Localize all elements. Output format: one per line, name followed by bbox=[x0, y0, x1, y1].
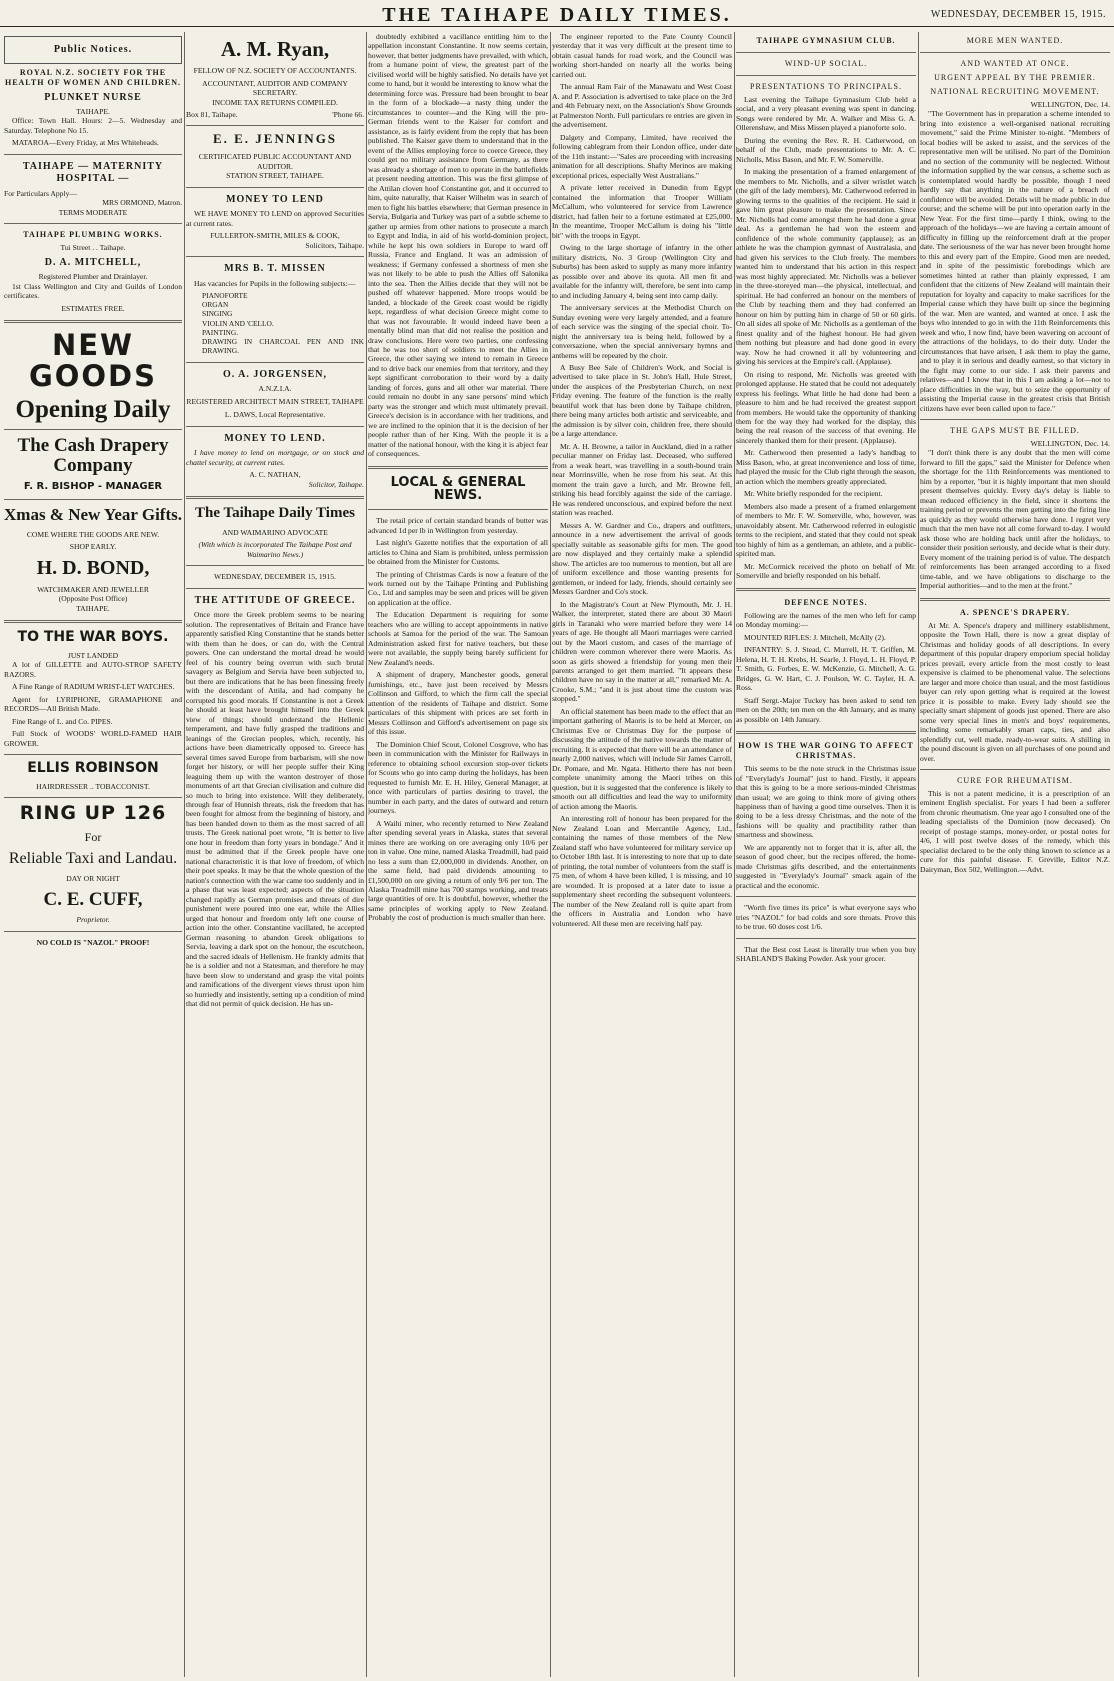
column-6 bbox=[920, 32, 1110, 1677]
news-item: MOUNTED RIFLES: J. Mitchell, McAlly (2). bbox=[744, 632, 886, 642]
news-item: A shipment of drapery, Manchester goods, general furnishings, etc., have just been received by Messrs Collinson and Gifford, to which the firm call the special attention of the residents of Taihape and district. Some particulars of this shipment with prices are set forth in Messrs Collinson and Gifford's advertisement on page six of this issue. bbox=[368, 670, 548, 737]
paper-note: (With which is incorporated The Taihape Post and Waimarino News.) bbox=[198, 540, 352, 559]
daws-rep: L. DAWS, Local Representative. bbox=[224, 410, 326, 420]
gym-heading: TAIHAPE GYMNASIUM CLUB. bbox=[756, 36, 896, 45]
news-item: During the evening the Rev. R. H. Catherwood, on behalf of the Club, made presentations to Mr. A. C. Nicholls, Miss Bason, and Mr. F. W. Somerville. bbox=[736, 135, 916, 164]
jennings-name: E. E. JENNINGS bbox=[212, 131, 338, 147]
plumbing-street: Tui Street . . Taihape. bbox=[60, 243, 126, 253]
news-item: On rising to respond, Mr. Nicholls was greeted with prolonged applause. He stated that he could not adequately express his feelings. What little he had done had been a pleasure to him and he had received the greatest support from members. He would take the opportunity of thanking them for the way they had worked for the display, this being the real reason of the success of that evening. He sincerely thanked them for their present. (Applause). bbox=[736, 369, 916, 445]
missen-name: MRS B. T. MISSEN bbox=[224, 263, 326, 274]
news-item: "I don't think there is any doubt that the men will come forward to fill the gaps," said the Minister for Defence when the shortage for the 11th Reinforcements was mentioned to him by a reporter, "but it is highly important that men should present themselves quickly. Every day's delay is liable to mean reduced efficiency in the field, since it shortens the training period or prevents the men getting into the firing line as quickly as they would otherwise have done. I regret very much that the men have not all come forward to-day. I would ask those who are holding back until after the holidays, to consider their position seriously, and decide what is their duty. Every moment of the training period is of value. The despatch of reinforcements has been arranged according to a fixed time-table, and we have obligations to discharge to the Imperial authorities—and to the men at the front." bbox=[920, 448, 1110, 591]
day-night: DAY OR NIGHT bbox=[66, 874, 120, 884]
public-notices-heading: Public Notices. bbox=[53, 44, 133, 55]
ryan-phone: 'Phone 66. bbox=[332, 109, 364, 119]
news-item: An interesting roll of honour has been prepared for the New Zealand Loan and Mercantile Agency, Ltd., containing the names of those members of the New Zealand staff who have volunteered for military service up to October 18th last. It is interesting to note that up to date of printing, the total number of volunteers from the staff is 75 men, of whom 4 have been killed, 1 is missing, and 10 are wounded. It is proposed at a later date to issue a supplementary sheet recording the subsequent volunteers. The number of the New Zealand roll is quite apart from the officers in Australia and London who have volunteered. All these men are receiving half pay. bbox=[552, 814, 732, 928]
column-rule bbox=[734, 32, 735, 1677]
news-item: Mr. White briefly responded for the recipient. bbox=[744, 489, 883, 499]
news-item: Last night's Gazette notifies that the exportation of all articles to China and Siam is prohibited, unless permission be obtained from the Minister for Customs. bbox=[368, 538, 548, 567]
news-item: "The Government has in preparation a scheme intended to bring into existence a well-organised national recruiting movement," said the Prime Minister to-night. "Members of local bodies will be asked to assist, and the services of the representative men will be utilised. No part of the Dominion and no section of the community will be neglected. Without the information supplied by the war census, a scheme such as is contemplated would hardly be possible, though I need hardly say that anything in the nature of a breach of confidence will be avoided. Details will be made public in due course; and the scheme will be put into operation early in the New Year. For the first time—partly I think, owing to the approach of the holidays—we are having a certain amount of difficulty in filling up the reinforcement draft at the proper date. The seriousness of the war has never been brought home to this and every part of the Empire. Good men are needed, and in spite of the pessimistic forebodings which are sometimes hinted at rather than plainly expressed, I am confident that the citizens of New Zealand will maintain their reputation for loyalty and capacity to make sacrifices for the Imperial cause which they have built up since the beginning of the war. Men are wanted, and wanted at once. I ask the boys who intended to go in with the 11th Reinforcements this week and who, I now find, have been wavering on account of the attractions of the holidays, to do their duty. Under the circumstances that have arisen, I ask them to play the game, and to play it in serious and deadly earnest, so that victory in the fight may come to our side. I ask their parents and relatives—and I know that in this I am asking a lot—not to place difficulties in the way, but to seize the opportunity of assisting the Imperial cause in the greatest crisis that British citizens have ever been called upon to face." bbox=[920, 109, 1110, 413]
news-item: The Dominion Chief Scout, Colonel Cosgrove, who has been in communication with the Minister for Railways in reference to obtaining school excursion stop-over tickets for Scouts who go into camp during the holidays, has been requested to furnish Mr. E. H. Hiley, General Manager, at once with particulars of parties desiring to travel, the number in each party, and the dates of outward and return journeys. bbox=[368, 739, 548, 816]
jennings-street: STATION STREET, TAIHAPE. bbox=[226, 171, 324, 181]
plunket-heading: PLUNKET NURSE bbox=[44, 91, 142, 103]
gym-subheading: WIND-UP SOCIAL. bbox=[784, 59, 868, 68]
news-item: Owing to the large shortage of infantry in the other military districts, No. 3 Group (Wellington City and Suburbs) has been asked to supply as many more infantry as possible over and above its quota. All men fit and available for the infantry will, therefore, be sent into camp to and including January 4, being sent into camp daily. bbox=[552, 243, 732, 300]
news-item: Mr. McCormick received the photo on behalf of Mr. Somerville and briefly responded on his behalf. bbox=[736, 561, 916, 581]
column-rule bbox=[366, 32, 367, 1677]
just-landed: JUST LANDED bbox=[67, 650, 119, 660]
ryan-tax: INCOME TAX RETURNS COMPILED. bbox=[212, 97, 338, 107]
spence-heading: A. SPENCE'S DRAPERY. bbox=[959, 607, 1071, 617]
ellis-name: ELLIS ROBINSON bbox=[27, 760, 159, 777]
masthead-date: WEDNESDAY, DECEMBER 15, 1915. bbox=[930, 9, 1106, 20]
fullerton-name: FULLERTON-SMITH, MILES & COOK, bbox=[210, 231, 340, 241]
maternity-terms: TERMS MODERATE bbox=[58, 207, 128, 217]
news-item: At Mr. A. Spence's drapery and millinery establishment, opposite the Town Hall, there is now a great display of Christmas and holiday goods of all descriptions. In every department of this popular drapery emporium special holiday prices prevail, every article from the most costly to least expensive is claimed to be phenomenal value. The selections are larger and more choice than usual, and the most fastidious buyer can rely upon getting what is required at the lowest price it is possible to make. Every lady should see the specially smart shipment of goods just opened. There are also some very special lines in men's and boys' requirements, including some remarkably smart caps, ties, and also splendidly cut, well made, ready-to-wear suits. A shilling in the pound discount is given on all purchases of one pound and over. bbox=[920, 620, 1110, 763]
maternity-matron: MRS ORMOND, Matron. bbox=[102, 198, 182, 208]
maternity-particulars: For Particulars Apply— bbox=[4, 188, 77, 198]
mitchell-name: D. A. MITCHELL, bbox=[44, 256, 142, 268]
war-boys-heading: TO THE WAR BOYS. bbox=[17, 629, 169, 646]
baking-powder-ad: That the Best cost Least is literally true when you buy SHABLAND'S Baking Powder. Ask your grocer. bbox=[736, 944, 916, 964]
ring-for: For bbox=[84, 830, 102, 845]
dateline: WELLINGTON, Dec. 14. bbox=[1030, 438, 1110, 448]
subject-item: PIANOFORTE bbox=[202, 290, 248, 300]
opening-daily-heading: Opening Daily bbox=[15, 396, 171, 424]
plumbing-heading: TAIHAPE PLUMBING WORKS. bbox=[23, 230, 163, 240]
cuff-proprietor: Proprietor. bbox=[76, 915, 110, 925]
razors-line: A lot of GILLETTE and AUTO-STROP SAFETY RAZORS. bbox=[4, 660, 182, 679]
masthead bbox=[0, 0, 1114, 27]
cuff-name: C. E. CUFF, bbox=[43, 888, 143, 910]
news-item: The annual Ram Fair of the Manawatu and West Coast A. and P. Association is advertised to take place on the 3rd and 4th February next, on the Association's Show Grounds at Palmerston North. Full particulars re entries are given in the advertisement. bbox=[552, 82, 732, 130]
mitchell-guild: 1st Class Wellington and City and Guilds of London certificates. bbox=[4, 281, 182, 301]
war-christmas-heading: HOW IS THE WAR GOING TO AFFECT CHRISTMAS. bbox=[738, 741, 914, 761]
column-1 bbox=[4, 32, 182, 1677]
news-item: We are apparently not to forget that it is, after all, the season of good cheer, but the recipes offered, the home-made Christmas gifts described, and the entertainments suggested in "Everylady's Journal" smack again of the practical and the economic. bbox=[736, 842, 916, 890]
lyriphone-line: Agent for LYRIPHONE, GRAMAPHONE and RECORDS—All British Made. bbox=[4, 694, 182, 714]
maternity-heading: TAIHAPE — MATERNITY HOSPITAL — bbox=[22, 160, 164, 185]
article-paragraph: doubtedly exhibited a vacillance entitling him to the appellation inconstant Constantine. It now seems certain, however, that better judgments have prevailed, with which, from a humane point of view, the greatest part of the civilised world will be highly satisfied. No details have yet come to hand, but it would be interesting to know what the determining force was. Pressure had been brought to bear in the form of a blockade—a nasty thing under the circumstances to counter—and the King will the pro-German friends went to the Kaiser for comfort and assistance, as is fairly evident from the reply that has been published. The Kaiser gave them to understand that in the event of the Allies employing force to coerce Greece, they could get no military assistance from Germany, as there was already a shortage of men to operate in the battlefields at present needing attention. This was the first glimpse of the Attilan cloven hoof Constantine got, and it occurred to him, quite naturally, that Kaiser Wilhelm was in search of men to fight his battles elsewhere; that German presence in Servia, Bulgaria and Turkey was part of a subtle scheme to gather up armies from other nations to prosecute a march to Egypt and India, in aid of his world-dominion project, while he kept his own soldiers in Europe to ward off Russia, France and England. It was an admission of weakness; if Germany confessed a shortness of men she was not likely to be able to push the Allies off Salonika into the sea. Then the Allies decide that they will not be pushed off whatever happened. More troops would be landed, a blockade of the Greek coast would be rigidly kept, regardless of what decision Greece might come to that was not favourable. It would indeed have been a mentally blind man that did not realise the position and draw conclusions. Here were two parties, one confessing that he was too short of soldiers to meet the Allies in Greece, the other saying we intend to remain in Greece and to drive back our enemies from that territory, and they kept significant corroboration to their word by a daily landing of forces, guns and all other war material. There could remain no doubt in any sane persons' mind which party was the stronger and which must ultimately prevail. Greece's decision is in accordance with her traditions, and we are inclined to the opinion that it is the decision of her people rather than of her King. With the people it is a matter of the national honour, with the king it is abject fear of consequences. bbox=[368, 32, 548, 459]
news-item: INFANTRY: S. J. Stead, C. Murrell, H. T. Griffen, M. Helena, H. T. H. Krebs, H. Searle, J. Floyd, L. H. Floyd, P. T. Smith, G. Forbes, E. W. McKenzie, G. Mitchell, A. G. Bridges, G. W. Hart, C. J. Poulson, W. C. Tayler, H. A. Ross. bbox=[736, 645, 916, 693]
news-item: The engineer reported to the Pate County Council yesterday that it was very difficult at the present time to obtain casual hands for road work, and the Council was working short-handed on nearly all the works being carried out. bbox=[552, 32, 732, 79]
news-item: A private letter received in Dunedin from Egypt contained the information that Trooper William McCallum, who volunteered for service from Lawrence district, had fallen heir to a fortune estimated at £25,000. In the meantime, Trooper McCallum is doing his "little bit" with the troops in Egypt. bbox=[552, 183, 732, 240]
news-item: A Waihi miner, who recently returned to New Zealand after spending several years in Alaska, states that several mines there are working on ore averaging only 10/6 per ton in value. One mine, named Alaska Treadmill, had paid no less a sum than £2,000,000 in dividends. Another, on the same field, had paid dividends amounting to £1,500,000 on ore giving a return of only 9/6 per ton. The Alaska Treadmill mine has 700 stamps working, and treats large quantities of ore. It is doubtful, however, whether the same principles of working apply to New Zealand. Probably the cost of production is much smaller than here. bbox=[368, 818, 548, 923]
xmas-gifts-heading: Xmas & New Year Gifts. bbox=[4, 504, 182, 524]
cash-drapery-heading: The Cash Drapery Company bbox=[17, 435, 169, 477]
column-3 bbox=[368, 32, 548, 1677]
dateline: WELLINGTON, Dec. 14. bbox=[1030, 100, 1110, 109]
estimates-free: ESTIMATES FREE. bbox=[61, 303, 125, 313]
news-item: The printing of Christmas Cards is now a feature of the work turned out by the Taihape Printing and Publishing Co., Ltd and samples may be seen and prices will be given on application at the office. bbox=[368, 569, 548, 607]
ryan-name: A. M. Ryan, bbox=[220, 37, 330, 61]
ryan-box: Box 81, Taihape. bbox=[186, 109, 238, 119]
paper-subtitle: AND WAIMARINO ADVOCATE bbox=[222, 527, 328, 537]
masthead-title: THE TAIHAPE DAILY TIMES. bbox=[382, 4, 732, 26]
news-item: Following are the names of the men who left for camp on Monday morning:— bbox=[736, 610, 916, 630]
bond-opposite: (Opposite Post Office) bbox=[58, 594, 128, 604]
news-item: This seems to be the note struck in the Christmas issue of "Everylady's Journal" just to hand. Firstly, it appears that this is going to be a more serious-minded Christmas than usual; we are going to think more of giving others happiness than of having a good time ourselves. Then it is going to be a less dressy Christmas, and the note of the fashions will be quality and practibility rather than smartness and showiness. bbox=[736, 764, 916, 840]
no-cold-line: NO COLD IS "NAZOL" PROOF! bbox=[36, 937, 150, 947]
woods-line: Full Stock of WOODS' WORLD-FAMED HAIR GROWER. bbox=[4, 729, 182, 748]
news-item: In making the presentation of a framed enlargement of the members to Mr. Nicholls, and a silver wristlet watch (the gift of the lady members), Mr. Catherwood referred in glowing terms to the qualities of the recipient. He said it gave him great pleasure to make the presentation. Since Mr. Nicholls had come amongst them he had done a great deal. As a gentleman he had won the esteem and confidence of the whole community (applause); as an athlete he was the champion gymnast of Australasia, and had given his services to the Club freely. The members wanted him to understand that his action in this respect was most highly appreciated. Mr. Nicholls was a believer in the three-storeyed man—the physical, intellectual, and spiritual. He had conferred an honour on the members of the Club by teaching them and they had conferred an honour on him by putting him in charge of 50 or 60 girls. On all sides all spoke of Mr. Nicholls as a gentleman of the finest quality and of the highest honour. He had given them nothing but pleasure and had done good in every way. Now he had crowned it all by volunteering and giving his services at the Empire's call. (Applause). bbox=[736, 167, 916, 367]
at-once-heading: AND WANTED AT ONCE. bbox=[960, 59, 1070, 68]
column-4 bbox=[552, 32, 732, 1677]
mataroa-note: MATAROA—Every Friday, at Mrs Whiteheads. bbox=[12, 138, 159, 148]
attitude-heading: THE ATTITUDE OF GREECE. bbox=[194, 594, 356, 606]
radium-line: A Fine Range of RADIUM WRIST-LET WATCHES. bbox=[12, 682, 175, 692]
appeal-heading: URGENT APPEAL BY THE PREMIER. bbox=[934, 73, 1096, 82]
news-item: Dalgety and Company, Limited, have received the following cablegram from their London office, under date of the 11th instant:—"Sales are proceeding with increasing animation for all descriptions. Shafty Merinos are making exceptional prices, especially West Australians." bbox=[552, 132, 732, 180]
gym-subheading-2: PRESENTATIONS TO PRINCIPALS. bbox=[750, 82, 902, 91]
come-where: COME WHERE THE GOODS ARE NEW. bbox=[26, 529, 160, 539]
ryan-desc: ACCOUNTANT, AUDITOR AND COMPANY SECRETARY. bbox=[202, 78, 348, 98]
paper-title: The Taihape Daily Times bbox=[195, 505, 355, 522]
news-item: An official statement has been made to the effect that an important gathering of Maoris is to be held at Mercer, on Christmas Eve or Christmas Day for the purpose of discussing the attitude of the native towards the matter of recruiting. It is expected that there will be an attendance of nearly 2,000 natives, which will include Sir James Carroll, Dr. Pomare, and Mr. Ngata. Hitherto there has not been complete unanimity among the Maori tribes on this question, but it is suggested that the conference is likely to smooth out all difficulties and lead the way to uniformity of action among the Maoris. bbox=[552, 706, 732, 811]
news-item: Staff Sergt.-Major Tuckey has been asked to send ten men on the 20th; ten men on the 4th January, and as many as possible on 14th January. bbox=[736, 695, 916, 724]
reliable-taxi: Reliable Taxi and Landau. bbox=[8, 850, 178, 868]
more-men-heading: MORE MEN WANTED. bbox=[966, 36, 1064, 45]
nathan-role: Solicitor, Taihape. bbox=[308, 479, 364, 489]
bond-desc: WATCHMAKER AND JEWELLER bbox=[37, 584, 149, 594]
column-rule bbox=[918, 32, 919, 1677]
jennings-desc: CERTIFICATED PUBLIC ACCOUNTANT AND AUDITOR. bbox=[198, 152, 352, 171]
news-item: In the Magistrate's Court at New Plymouth, Mr. J. H. Walker, the interpreter, stated there are about 30 Maori girls in Taranaki who were married before they were 14 years of age. He thought all Maori marriages were carried out by the Maori custom, and cases of the marriage of children were common wherever there were Maoris. As soon as girls showed a friendship for young men their parents arranged to get them married. "It appears these children have no say in the matter at all," remarked Mr. A. Crooke, S.M.; "and it is just about time the custom was stopped." bbox=[552, 599, 732, 704]
paper-date: WEDNESDAY, DECEMBER 15, 1915. bbox=[214, 572, 336, 582]
subject-item: VIOLIN AND 'CELLO. bbox=[202, 318, 274, 328]
column-rule bbox=[550, 32, 551, 1677]
new-goods-heading: NEW GOODS bbox=[28, 328, 158, 393]
subject-item: SINGING bbox=[202, 309, 233, 319]
jorgensen-anzia: A.N.Z.I.A. bbox=[258, 384, 292, 394]
column-rule bbox=[184, 32, 185, 1677]
bond-place: TAIHAPE. bbox=[76, 603, 110, 613]
news-item: The Education Department is requiring for some teachers who are willing to accept appointments in native schools at Samoa for the period of the war. The Samoan Administration asked first for native teachers, but these were not available, the supply being barely sufficient for New Zealand's needs. bbox=[368, 610, 548, 667]
news-item: Messrs A. W. Gardner and Co., drapers and outfitters, announce in a new advertisement the arrival of goods specially suitable as seasonable gifts for men. The good are now displayed and they certainly make a splendid show. The articles are too numerous to mention, but all are of uniform excellence and those wanting presents for gentlemen, or indeed for lady, friends, should certainly see Messrs Gardner and Co's stock. bbox=[552, 520, 732, 597]
money-lend2-text: I have money to lend on mortgage, or on stock and chattel security, at current rates. bbox=[186, 448, 364, 467]
national-heading: NATIONAL RECRUITING MOVEMENT. bbox=[930, 87, 1100, 96]
missen-text: Has vacancies for Pupils in the following subjects:— bbox=[194, 278, 356, 288]
royal-society-heading: ROYAL N.Z. SOCIETY FOR THE HEALTH OF WOMEN AND CHILDREN. bbox=[4, 67, 182, 87]
money-lend2-heading: MONEY TO LEND. bbox=[224, 432, 326, 444]
news-item: The anniversary services at the Methodist Church on Sunday evening were very largely attended, and a feature of each service was the singing of the special choir. To-night the anniversary tea is being held, followed by a conversazione, when the special anniversary hymns and anthems will be repeated by the choir. bbox=[552, 303, 732, 360]
plunket-office: Office: Town Hall. Hours: 2—5. Wednesday and Saturday. Telephone No 15. bbox=[4, 116, 182, 135]
plunket-place: TAIHAPE. bbox=[76, 107, 110, 116]
rheumatism-heading: CURE FOR RHEUMATISM. bbox=[957, 776, 1073, 785]
news-item: Members also made a present of a framed enlargement of members to Mr. F. W. Somerville, who, however, was unavoidably absent. Mr. Catherwood referred in eulogistic terms to the recipient, and stated that they could not speak too highly of him as a gentleman, an athlete, and a public-spirited man. bbox=[736, 501, 916, 559]
nazol-ad: "Worth five times its price" is what everyone says who tries "NAZOL" for bad colds and sore throats. Prove this to be true. 60 doses cost 1/6. bbox=[736, 903, 916, 932]
subject-item: PAINTING. bbox=[202, 327, 239, 337]
missen-subjects bbox=[186, 291, 364, 356]
drapery-manager: F. R. BISHOP - MANAGER bbox=[23, 481, 163, 493]
nathan-name: A. C. NATHAN, bbox=[249, 470, 301, 480]
subject-item: ORGAN bbox=[202, 300, 229, 310]
news-item: Mr. Catherwood then presented a lady's handbag to Miss Bason, who, at great inconvenience and loss of time, had played the music for the Club right through the season, an action which the members greatly appreciated. bbox=[736, 448, 916, 486]
defence-heading: DEFENCE NOTES. bbox=[784, 597, 868, 607]
bond-name: H. D. BOND, bbox=[36, 556, 150, 579]
shop-early: SHOP EARLY. bbox=[69, 542, 117, 552]
gaps-heading: THE GAPS MUST BE FILLED. bbox=[950, 425, 1080, 435]
money-lend-heading: MONEY TO LEND bbox=[226, 193, 324, 205]
jorgensen-name: O. A. JORGENSEN, bbox=[222, 368, 328, 380]
news-item: Mr. A. H. Browne, a tailor in Auckland, died in a rather peculiar manner on Friday last. Deceased, who suffered from a weak heart, was travelling in a south-bound train near Morrinsville, when he rose from his seat. At this moment the train gave a lurch, and Mr. Browne fell, striking his head forcibly against the side of the carriage. He was rendered unconscious, and expired before the next station was reached. bbox=[552, 441, 732, 518]
news-item: The retail price of certain standard brands of butter was advanced 1d per lb in Wellington from yesterday. bbox=[368, 516, 548, 535]
pipes-line: Fine Range of L. and Co. PIPES. bbox=[12, 716, 113, 726]
subject-item: DRAWING IN CHARCOAL PEN AND INK DRAWING. bbox=[202, 337, 364, 356]
mitchell-desc: Registered Plumber and Drainlayer. bbox=[38, 272, 148, 282]
ellis-desc: HAIRDRESSER .. TOBACCONIST. bbox=[36, 781, 150, 791]
news-item: This is not a patent medicine, it is a prescription of an eminent English specialist. For years I had been a sufferer from chronic rheumatism. One year ago I consulted one of the leading specialists of the Dominion (now deceased). On receipt of postage stamps, money-order, or postal notes for 4/6, I will post twelve doses of the remedy, which this specialist declared to be the only thing known to science as a cure for this painful disease. F. Greville, Editor N.Z. Dairyman, Box 502, Wellington.—Advt. bbox=[920, 789, 1110, 874]
jorgensen-architect: REGISTERED ARCHITECT MAIN STREET, TAIHAPE bbox=[186, 396, 364, 406]
news-item: Last evening the Taihape Gymnasium Club held a social, and a very pleasant evening was spent in dancing. Songs were rendered by Mr. A. Walker and Miss G. A. Ollerenshaw, and Miss Missen played a pianoforte solo. bbox=[736, 95, 916, 133]
column-2 bbox=[186, 32, 364, 1677]
news-item: A Busy Bee Sale of Children's Work, and Social is advertised to take place in St. John's Hall, Hule Street, under the auspices of the Presbyterian Church, on next Friday evening. The feature of the function is the really beautiful work that has been done by Taihape children, there being many articles both artistic and serviceable, and the admission is by silver coin, children free, there should be a large attendance. bbox=[552, 362, 732, 439]
local-news-heading: LOCAL & GENERAL NEWS. bbox=[390, 474, 526, 504]
ring-up-heading: RING UP 126 bbox=[19, 802, 167, 825]
ryan-fellow: FELLOW OF N.Z. SOCIETY OF ACCOUNTANTS. bbox=[193, 66, 357, 76]
money-lend-text: WE HAVE MONEY TO LEND on approved Securities at current rates. bbox=[186, 209, 364, 228]
column-5 bbox=[736, 32, 916, 1677]
article-paragraph: Once more the Greek problem seems to be nearing solution. The representatives of Britain and France have apparently satisfied King Constantine that he stands better with them than he does, or can do, with the Central powers. One can understand the mortal dread he would feel of his country being overrun with such brutal savagery as Belgium and Servia have been subjected to, but there are indications that he has been finessing freely with the descendant of Attila, and had company he corrupted his good morals. If Constantine is not a Greek he should at least have brought himself into the Greek view of things; should understand the Hellenic temperament, and have fully grasped the traditions and leanings of the Grecian peoples, which, recently, his actions have been diametrically opposed to. Greece has several times saved Europe from barbarism, will she now forget her history, or will her people suffer their King leaguing them up with the wanton destroyer of those monuments of art that Grecian civilisation and culture did so much to bring into existence. Will they deliberately, through fear of Hunnish threats, risk the freedom that has been fought for almost from the beginning of history, and has been handed down to them as the most sacred of all trusts. The Greek national poet wrote, "It is better to live one hour in freedom than forty years in bondage." And it must be admitted that if the Greek people have one national characteristic it is that love of freedom, of which their poet speaks. It may be that the whole question of the nation's connection with the war came too suddenly and in a phase that was least expected; aspects of the situation changed rapidly as German promises and threats of dire punishment were poured into one ear, while the Allies urged that honour and freedom only left one course of action into the other. Constantine vacillated, he accepted German reasoning to abandon Greek obligations to Servia, leaving a dark spot on the honour, the escutcheon, and the sacred ideals of Hellenism. He frankly admits that he is a soldier and not a Statesman, and therefore he may have been slow to understand and grasp the vital points and ramifications of the divergent views thrust upon him so hurriedly and insistently, setting up a condition of mind that did not permit of quick decision. He has un- bbox=[186, 610, 364, 1009]
fullerton-solicitors: Solicitors, Taihape. bbox=[305, 240, 364, 250]
